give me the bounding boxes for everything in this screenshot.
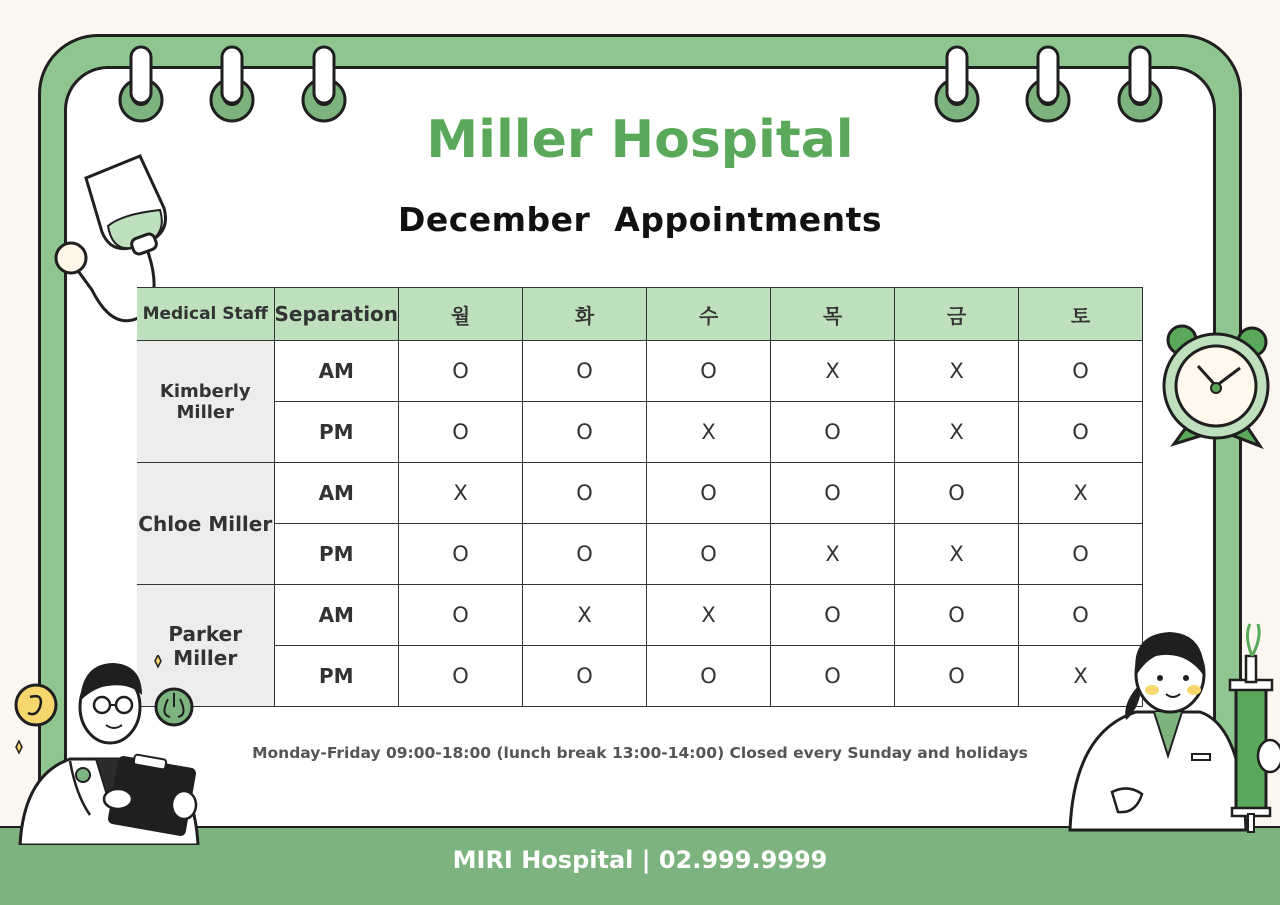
availability-cell: O — [771, 463, 895, 524]
availability-cell: O — [771, 585, 895, 646]
table-row — [137, 646, 1143, 707]
availability-cell: X — [895, 524, 1019, 585]
col-header-sat: 토 — [1019, 288, 1143, 341]
staff-name-cell: Parker Miller — [137, 585, 274, 707]
availability-cell: O — [895, 646, 1019, 707]
availability-cell: X — [399, 463, 523, 524]
availability-cell: O — [1019, 341, 1143, 402]
availability-cell: O — [1019, 524, 1143, 585]
availability-cell: X — [523, 585, 647, 646]
doctor-illustration — [10, 655, 210, 845]
table-header-row — [137, 288, 1143, 341]
col-header-tue: 화 — [523, 288, 647, 341]
col-header-separation: Separation — [274, 288, 399, 341]
staff-name-cell: Kimberly Miller — [137, 341, 274, 463]
staff-name-cell: Chloe Miller — [137, 463, 274, 585]
availability-cell: O — [523, 524, 647, 585]
availability-cell: O — [1019, 402, 1143, 463]
availability-cell: X — [1019, 646, 1143, 707]
ring-binder-icon — [118, 44, 164, 124]
col-header-mon: 월 — [399, 288, 523, 341]
ring-binder-icon — [1117, 44, 1163, 124]
nurse-illustration — [1066, 616, 1280, 836]
availability-cell: O — [647, 524, 771, 585]
availability-cell: X — [895, 341, 1019, 402]
table-row — [137, 341, 1143, 402]
availability-cell: X — [1019, 463, 1143, 524]
page-subtitle: December Appointments — [397, 200, 883, 239]
table-row — [137, 463, 1143, 524]
page-title: Miller Hospital — [426, 110, 854, 170]
appointment-table — [137, 287, 1143, 707]
col-header-fri: 금 — [895, 288, 1019, 341]
table-row — [137, 402, 1143, 463]
availability-cell: X — [647, 402, 771, 463]
availability-cell: O — [647, 463, 771, 524]
availability-cell: X — [647, 585, 771, 646]
col-header-wed: 수 — [647, 288, 771, 341]
opening-hours-note: Monday-Friday 09:00-18:00 (lunch break 13:00-14:00) Closed every Sunday and holidays — [252, 744, 1028, 762]
availability-cell: O — [771, 402, 895, 463]
col-header-staff: Medical Staff — [137, 288, 274, 341]
availability-cell: O — [399, 341, 523, 402]
availability-cell: O — [399, 585, 523, 646]
session-cell: PM — [274, 646, 399, 707]
availability-cell: O — [771, 646, 895, 707]
session-cell: PM — [274, 524, 399, 585]
session-cell: AM — [274, 463, 399, 524]
ring-binder-icon — [209, 44, 255, 124]
table-row — [137, 585, 1143, 646]
session-cell: PM — [274, 402, 399, 463]
ring-binder-icon — [1025, 44, 1071, 124]
availability-cell: O — [399, 402, 523, 463]
ring-binder-icon — [934, 44, 980, 124]
alarm-clock-icon — [1160, 322, 1274, 452]
availability-cell: O — [647, 646, 771, 707]
syringe-icon — [1230, 624, 1272, 832]
availability-cell: O — [1019, 585, 1143, 646]
availability-cell: O — [399, 646, 523, 707]
availability-cell: O — [895, 463, 1019, 524]
availability-cell: X — [895, 402, 1019, 463]
table-row — [137, 524, 1143, 585]
availability-cell: O — [647, 341, 771, 402]
footer-contact: MIRI Hospital | 02.999.9999 — [452, 846, 828, 874]
availability-cell: X — [771, 524, 895, 585]
availability-cell: O — [523, 646, 647, 707]
session-cell: AM — [274, 341, 399, 402]
availability-cell: X — [771, 341, 895, 402]
availability-cell: O — [523, 463, 647, 524]
col-header-thu: 목 — [771, 288, 895, 341]
availability-cell: O — [399, 524, 523, 585]
session-cell: AM — [274, 585, 399, 646]
availability-cell: O — [523, 341, 647, 402]
availability-cell: O — [523, 402, 647, 463]
availability-cell: O — [895, 585, 1019, 646]
